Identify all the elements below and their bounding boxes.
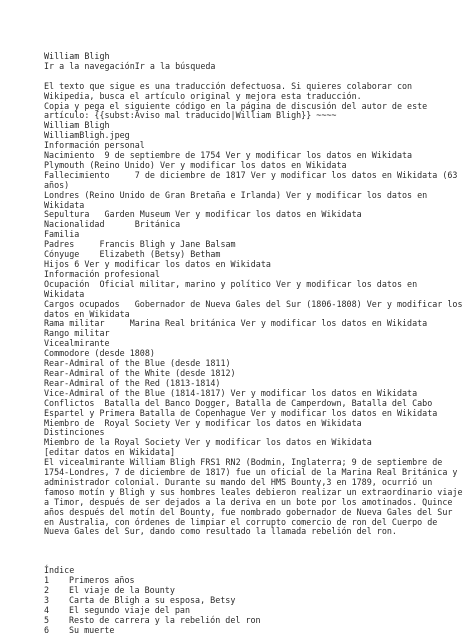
toc-item-number: 2 — [44, 585, 50, 596]
intro-line: El vicealmirante William Bligh FRS1 RN2 (Bodmin, Inglaterra; 9 de septiembre de — [44, 457, 443, 468]
edit-wikidata-link[interactable]: [editar datos en Wikidata] — [44, 447, 176, 458]
intro-line: a Timor, después de ser dejados a la deriva en un bote por los amotinados. Quince — [44, 496, 453, 507]
infobox-row-deathplace-cont: Wikidata — [44, 199, 85, 210]
document-page — [44, 52, 469, 636]
infobox-section-heading: Información personal — [44, 140, 145, 151]
toc-item-label[interactable]: Resto de carrera y la rebelión del ron — [69, 614, 261, 625]
intro-paragraph — [44, 458, 469, 537]
infobox-row-deathplace: Londres (Reino Unido de Gran Bretaña e Irlanda) Ver y modificar los datos en — [44, 189, 428, 200]
infobox-row-death-cont: años) — [44, 179, 70, 190]
infobox-title: William Bligh — [44, 120, 110, 131]
infobox-row-rank: Rear-Admiral of the White (desde 1812) — [44, 367, 236, 378]
toc-item-label[interactable]: Primeros años — [69, 575, 135, 586]
toc-item-number: 3 — [44, 595, 50, 606]
infobox-row-rank: Vice-Admiral of the Blue (1814-1817) Ver y modificar los datos en Wikidata — [44, 387, 418, 398]
toc-item-number: 4 — [44, 604, 50, 615]
infobox-row-conflicts-cont: Espartel y Primera Batalla de Copenhague Ver y modificar los datos en Wikidata — [44, 407, 438, 418]
infobox-row-conflicts: Conflictos Batalla del Banco Dogger, Batalla de Camperdown, Batalla del Cabo — [44, 397, 433, 408]
toc-item-label[interactable]: Su muerte — [69, 624, 115, 635]
infobox-row-parents: Padres Francis Bligh y Jane Balsam — [44, 239, 236, 250]
infobox-image-link[interactable]: WilliamBligh.jpeg — [44, 130, 130, 141]
notice-line: artículo: {{subst:Aviso mal traducido|William Bligh}} ~~~~ — [44, 110, 337, 121]
infobox-row-rank-heading: Rango militar — [44, 328, 110, 339]
page-title: William Bligh — [44, 51, 110, 61]
translation-notice — [44, 82, 469, 122]
infobox-row-distinctions-heading: Distinciones — [44, 427, 105, 438]
skip-to-search-link[interactable]: Ir a la búsqueda — [134, 60, 216, 71]
infobox-row-rank: Rear-Admiral of the Red (1813-1814) — [44, 377, 221, 388]
infobox-row-branch: Rama militar Marina Real británica Ver y modificar los datos en Wikidata — [44, 318, 428, 329]
infobox-row-distinctions: Miembro de la Royal Society Ver y modificar los datos en Wikidata — [44, 437, 372, 448]
intro-line: famoso motín y Bligh y sus hombres leales debieron realizar un extraordinario viaje — [44, 486, 463, 497]
notice-line: Copia y pega el siguiente código en la página de discusión del autor de este — [44, 100, 428, 111]
infobox-row-children: Hijos 6 Ver y modificar los datos en Wikidata — [44, 259, 271, 270]
infobox-row-burial: Sepultura Garden Museum Ver y modificar los datos en Wikidata — [44, 209, 362, 220]
infobox-row-death: Fallecimiento 7 de diciembre de 1817 Ver y modificar los datos en Wikidata (63 — [44, 169, 458, 180]
infobox-row-positions-cont: datos en Wikidata — [44, 308, 130, 319]
spacer — [44, 537, 469, 566]
infobox-row-member: Miembro de Royal Society Ver y modificar los datos en Wikidata — [44, 417, 362, 428]
notice-line: El texto que sigue es una traducción defectuosa. Si quieres colaborar con — [44, 80, 413, 91]
intro-line: Nueva Gales del Sur, dando como resultado la llamada rebelión del ron. — [44, 526, 397, 537]
infobox-row-occupation-cont: Wikidata — [44, 288, 85, 299]
infobox-section-heading: Familia — [44, 229, 80, 240]
toc-item-label[interactable]: El segundo viaje del pan — [69, 604, 191, 615]
toc-item-label[interactable]: Carta de Bligh a su esposa, Betsy — [69, 595, 236, 606]
infobox-row-rank: Vicealmirante — [44, 338, 110, 349]
toc-item-number: 1 — [44, 575, 50, 586]
infobox-row-nationality: Nacionalidad Británica — [44, 219, 181, 230]
infobox-row-occupation: Ocupación Oficial militar, marino y político Ver y modificar los datos en — [44, 278, 418, 289]
infobox — [44, 121, 469, 458]
infobox-row-positions: Cargos ocupados Gobernador de Nueva Gales del Sur (1806-1808) Ver y modificar los — [44, 298, 463, 309]
toc-item-label[interactable]: El viaje de la Bounty — [69, 585, 175, 596]
intro-line: años después del motín del Bounty, fue nombrado gobernador de Nueva Gales del Sur — [44, 506, 453, 517]
infobox-row-spouse: Cónyuge Elizabeth (Betsy) Betham — [44, 249, 221, 260]
skip-links — [44, 62, 469, 72]
notice-line: Wikipedia, busca el artículo original y mejora esta traducción. — [44, 90, 362, 101]
infobox-row-rank: Commodore (desde 1808) — [44, 348, 155, 359]
infobox-row-birthplace: Plymouth (Reino Unido) Ver y modificar los datos en Wikidata — [44, 159, 347, 170]
toc-heading: Índice — [44, 565, 75, 576]
infobox-row-birth: Nacimiento 9 de septiembre de 1754 Ver y modificar los datos en Wikidata — [44, 150, 413, 161]
toc-item-number: 6 — [44, 624, 50, 635]
toc-item-number: 5 — [44, 614, 50, 625]
intro-line: 1754-Londres, 7 de diciembre de 1817) fue un oficial de la Marina Real Británica y — [44, 467, 458, 478]
infobox-row-rank: Rear-Admiral of the Blue (desde 1811) — [44, 358, 231, 369]
skip-to-navigation-link[interactable]: Ir a la navegación — [44, 60, 135, 71]
intro-line: en Australia, con órdenes de limpiar el corrupto comercio de ron del Cuerpo de — [44, 516, 438, 527]
intro-line: administrador colonial. Durante su mando del HMS Bounty,3 en 1789, ocurrió un — [44, 476, 433, 487]
table-of-contents — [44, 566, 469, 635]
infobox-section-heading: Información profesional — [44, 268, 160, 279]
toc-item[interactable] — [44, 626, 469, 636]
